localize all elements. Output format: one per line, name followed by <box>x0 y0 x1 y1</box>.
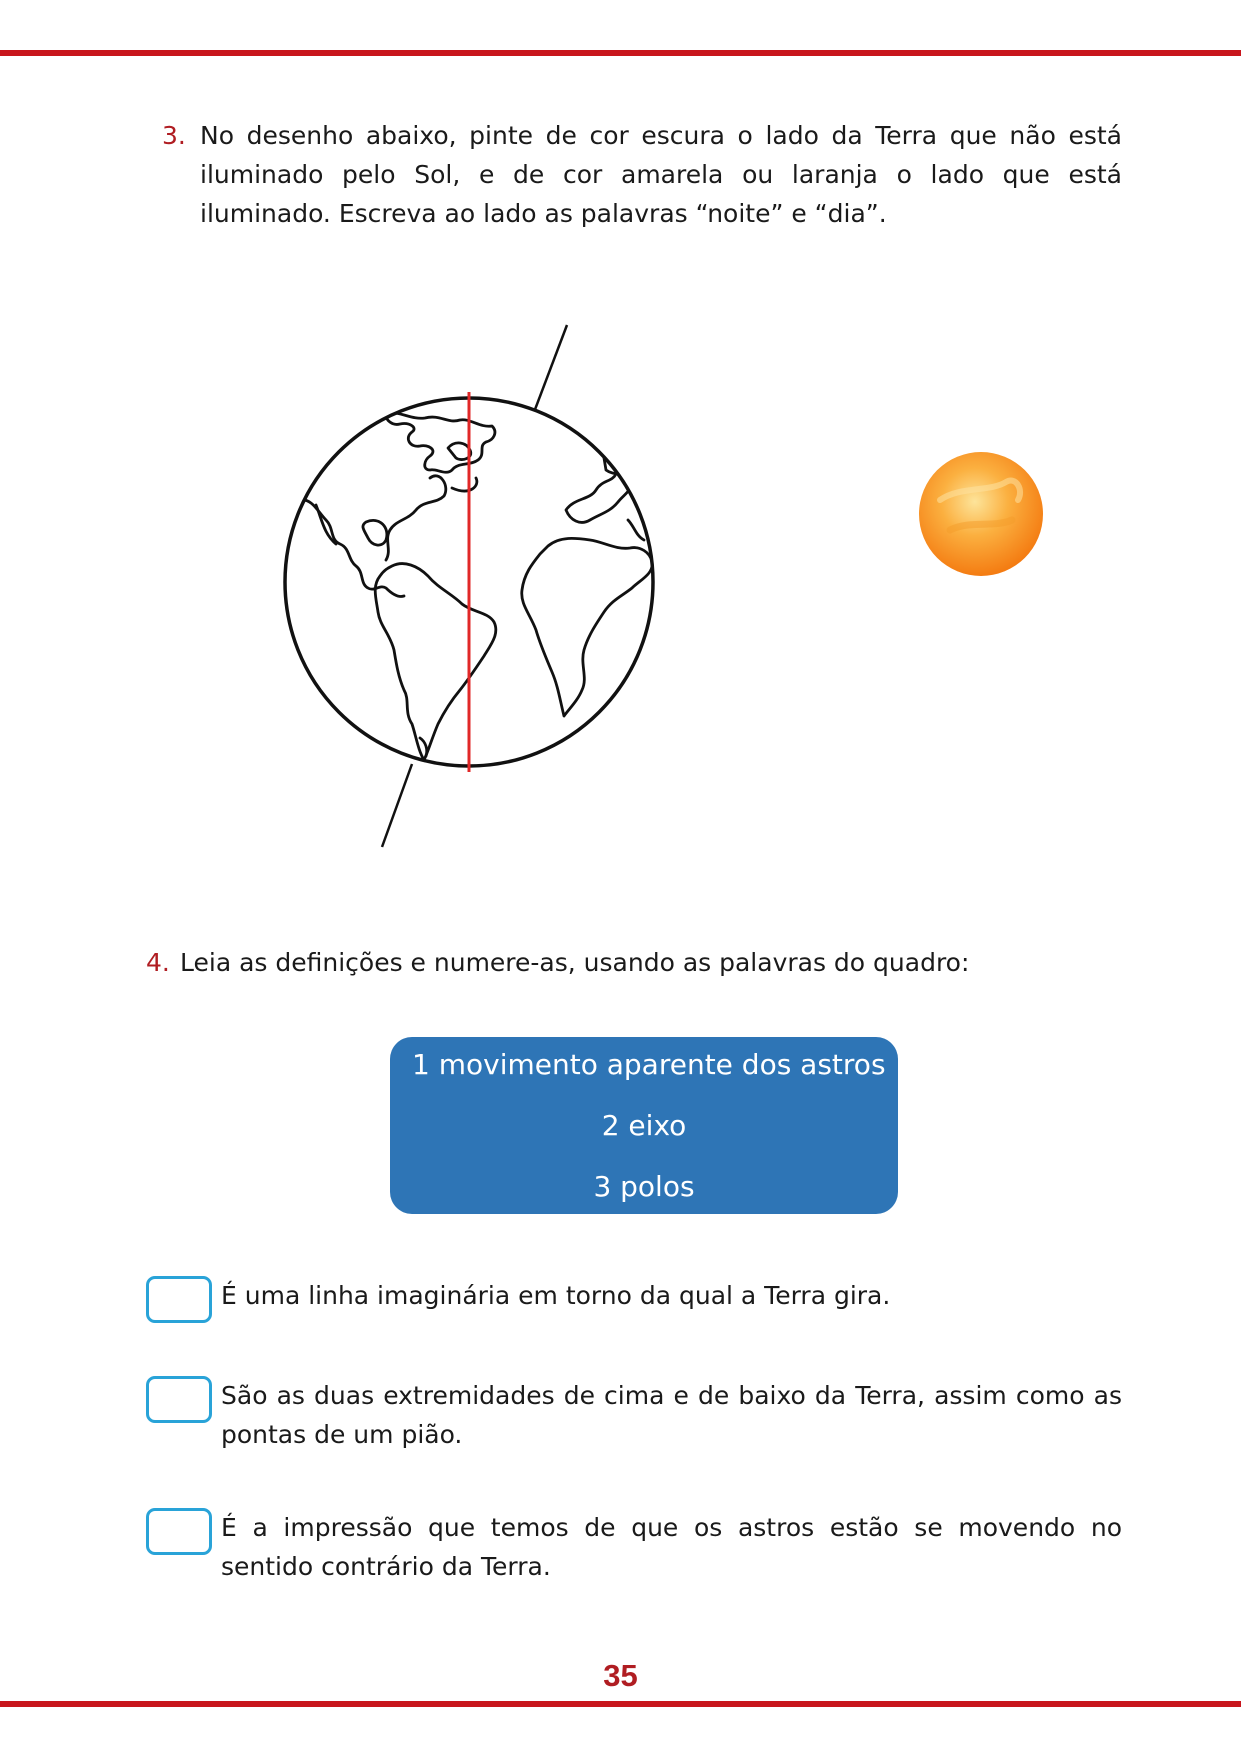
answer-box[interactable] <box>146 1376 212 1423</box>
definition-item <box>146 1508 1122 1586</box>
page-number: 35 <box>603 1658 638 1693</box>
word-box-item: 2 eixo <box>601 1109 687 1142</box>
bottom-rule <box>0 1701 1241 1707</box>
question-4 <box>146 943 1106 982</box>
earth-sun-illustration <box>0 300 1241 860</box>
earth-globe-icon <box>285 392 660 772</box>
question-number: 4. <box>146 948 170 977</box>
definition-item <box>146 1276 1122 1315</box>
sun-icon <box>919 452 1043 576</box>
word-box-item: 3 polos <box>593 1170 695 1203</box>
definition-text: São as duas extremidades de cima e de baixo da Terra, assim como as pontas de um pião. <box>221 1381 1122 1449</box>
definition-text: É a impressão que temos de que os astros estão se movendo no sentido contrário da Terra. <box>221 1513 1122 1581</box>
question-3 <box>162 116 1122 233</box>
answer-box[interactable] <box>146 1276 212 1323</box>
question-text: Leia as definições e numere-as, usando as palavras do quadro: <box>180 948 970 977</box>
word-box <box>390 1037 898 1214</box>
word-box-item: 1 movimento aparente dos astros <box>412 1048 886 1081</box>
answer-box[interactable] <box>146 1508 212 1555</box>
definition-text: É uma linha imaginária em torno da qual a Terra gira. <box>221 1281 891 1310</box>
question-text: No desenho abaixo, pinte de cor escura o lado da Terra que não está iluminado pelo Sol, e de cor amarela ou laranja o lado que está iluminado. Escreva ao lado as palavras “noite” e “dia”. <box>200 121 1122 228</box>
axis-bottom-line <box>382 764 412 847</box>
definition-item <box>146 1376 1122 1454</box>
top-rule <box>0 50 1241 56</box>
question-number: 3. <box>162 121 186 150</box>
